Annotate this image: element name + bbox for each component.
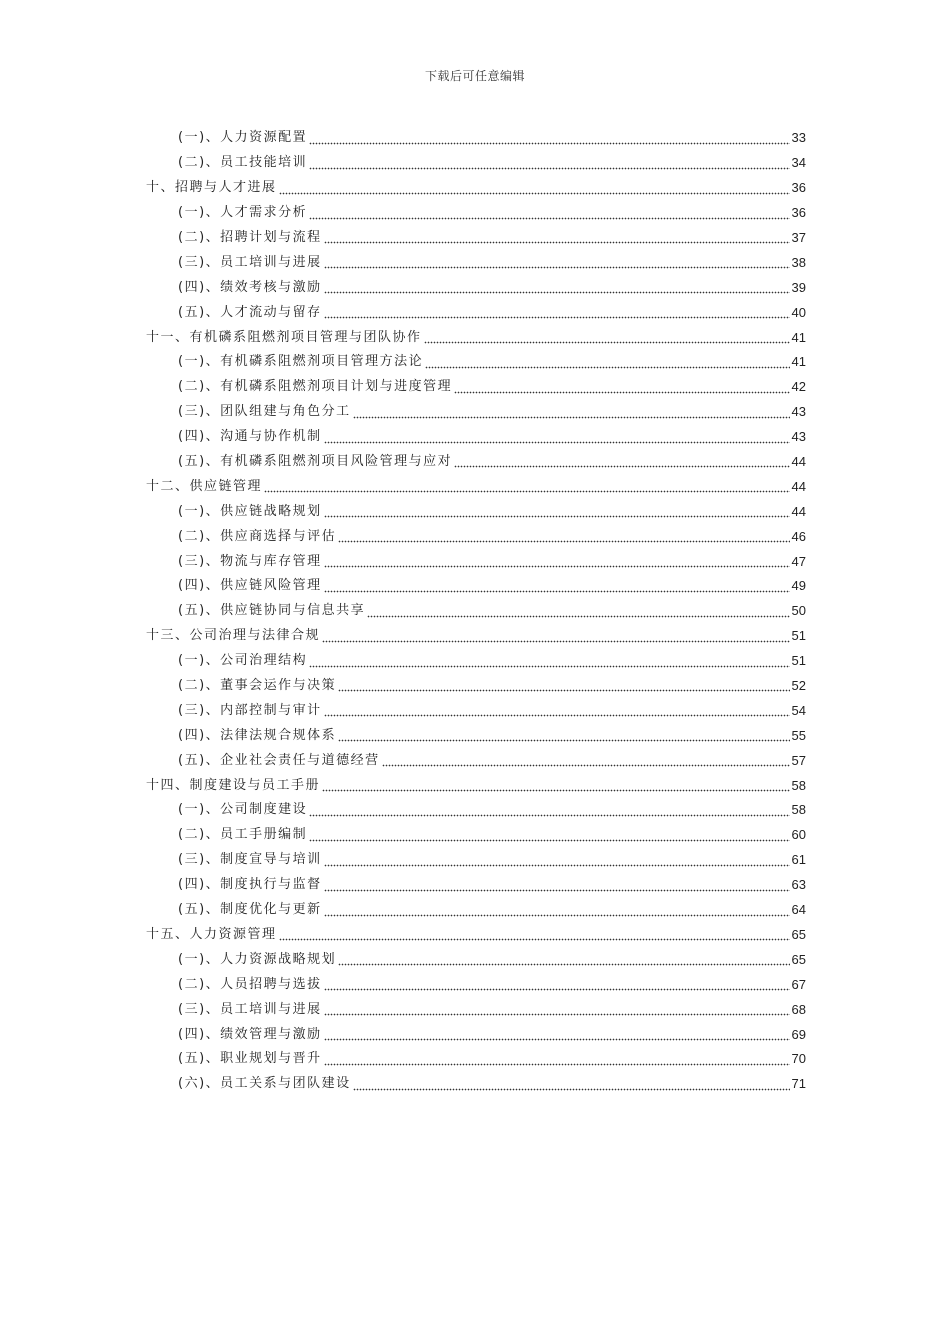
- toc-entry-label: (六)、员工关系与团队建设: [178, 1076, 351, 1092]
- toc-entry-label: 十二、供应链管理: [146, 478, 263, 494]
- toc-entry-label: (三)、员工培训与进展: [178, 254, 322, 270]
- toc-page-number: 64: [791, 902, 806, 918]
- toc-dot-leader: [324, 1063, 790, 1066]
- toc-dot-leader: [324, 988, 790, 991]
- toc-dot-leader: [454, 391, 789, 394]
- toc-section-entry[interactable]: [146, 450, 806, 475]
- toc-section-entry[interactable]: [146, 997, 806, 1022]
- toc-entry-label: (一)、公司制度建设: [178, 802, 308, 818]
- toc-dot-leader: [324, 1038, 790, 1041]
- toc-section-entry[interactable]: [146, 972, 806, 997]
- toc-dot-leader: [324, 914, 790, 917]
- toc-dot-leader: [279, 938, 790, 941]
- toc-page-number: 44: [791, 454, 806, 470]
- toc-entry-label: 十、招聘与人才进展: [146, 180, 277, 196]
- toc-entry-label: (五)、人才流动与留存: [178, 304, 322, 320]
- toc-entry-label: 十四、制度建设与员工手册: [146, 777, 321, 793]
- toc-page-number: 36: [791, 205, 806, 221]
- page-header-note: 下载后可任意编辑: [424, 69, 525, 83]
- toc-section-entry[interactable]: [146, 524, 806, 549]
- toc-page-number: 44: [791, 503, 806, 519]
- toc-page-number: 55: [791, 727, 806, 743]
- toc-page-number: 37: [791, 230, 806, 245]
- toc-chapter-entry[interactable]: [146, 773, 806, 798]
- toc-dot-leader: [324, 565, 790, 568]
- toc-entry-label: (四)、制度执行与监督: [178, 877, 322, 893]
- toc-page-number: 41: [791, 329, 806, 345]
- toc-chapter-entry[interactable]: [146, 176, 806, 201]
- toc-dot-leader: [382, 764, 790, 767]
- toc-dot-leader: [324, 291, 790, 294]
- toc-entry-label: (二)、员工手册编制: [178, 827, 308, 843]
- toc-entry-label: (五)、有机磷系阻燃剂项目风险管理与应对: [178, 454, 453, 470]
- toc-section-entry[interactable]: [146, 549, 806, 574]
- toc-page-number: 43: [791, 404, 806, 420]
- table-of-contents: [146, 126, 806, 1097]
- toc-entry-label: (三)、员工培训与进展: [178, 1001, 322, 1017]
- toc-dot-leader: [324, 241, 790, 244]
- toc-section-entry[interactable]: [146, 947, 806, 972]
- toc-page-number: 47: [791, 553, 806, 569]
- toc-dot-leader: [367, 615, 789, 618]
- toc-dot-leader: [324, 515, 790, 518]
- toc-entry-label: (一)、供应链战略规划: [178, 503, 322, 519]
- toc-section-entry[interactable]: [146, 674, 806, 699]
- toc-section-entry[interactable]: [146, 226, 806, 251]
- toc-page-number: 65: [791, 926, 806, 942]
- toc-entry-label: 十一、有机磷系阻燃剂项目管理与团队协作: [146, 329, 422, 345]
- toc-entry-label: (二)、招聘计划与流程: [178, 230, 322, 245]
- toc-page-number: 54: [791, 702, 806, 718]
- toc-page-number: 33: [791, 130, 806, 146]
- toc-section-entry[interactable]: [146, 1072, 806, 1097]
- toc-section-entry[interactable]: [146, 1022, 806, 1047]
- toc-section-entry[interactable]: [146, 300, 806, 325]
- toc-section-entry[interactable]: [146, 151, 806, 176]
- toc-page-number: 39: [791, 279, 806, 295]
- toc-section-entry[interactable]: [146, 823, 806, 848]
- toc-section-entry[interactable]: [146, 275, 806, 300]
- toc-page-number: 34: [791, 155, 806, 171]
- toc-chapter-entry[interactable]: [146, 325, 806, 350]
- toc-page-number: 63: [791, 877, 806, 893]
- toc-dot-leader: [324, 889, 790, 892]
- toc-section-entry[interactable]: [146, 499, 806, 524]
- toc-dot-leader: [309, 142, 789, 145]
- toc-section-entry[interactable]: [146, 748, 806, 773]
- toc-page-number: 58: [791, 802, 806, 818]
- toc-section-entry[interactable]: [146, 201, 806, 226]
- toc-entry-label: (四)、绩效考核与激励: [178, 279, 322, 295]
- toc-dot-leader: [324, 316, 790, 319]
- toc-entry-label: (二)、供应商选择与评估: [178, 528, 337, 544]
- toc-section-entry[interactable]: [146, 1047, 806, 1072]
- toc-page-number: 49: [791, 578, 806, 594]
- toc-dot-leader: [338, 689, 789, 692]
- toc-entry-label: (一)、人力资源配置: [178, 130, 308, 146]
- toc-section-entry[interactable]: [146, 126, 806, 151]
- toc-page-number: 65: [791, 951, 806, 967]
- toc-entry-label: (四)、供应链风险管理: [178, 578, 322, 594]
- toc-dot-leader: [424, 341, 790, 344]
- toc-section-entry[interactable]: [146, 873, 806, 898]
- toc-entry-label: (三)、物流与库存管理: [178, 553, 322, 569]
- toc-section-entry[interactable]: [146, 898, 806, 923]
- toc-dot-leader: [425, 366, 789, 369]
- toc-page-number: 67: [791, 976, 806, 992]
- toc-section-entry[interactable]: [146, 400, 806, 425]
- toc-section-entry[interactable]: [146, 250, 806, 275]
- toc-page-number: 43: [791, 429, 806, 445]
- toc-entry-label: (一)、人才需求分析: [178, 205, 308, 221]
- toc-dot-leader: [309, 167, 789, 170]
- toc-entry-label: (二)、有机磷系阻燃剂项目计划与进度管理: [178, 379, 453, 395]
- toc-entry-label: (四)、绩效管理与激励: [178, 1026, 322, 1042]
- toc-entry-label: (一)、公司治理结构: [178, 653, 308, 669]
- toc-dot-leader: [309, 665, 789, 668]
- toc-entry-label: (五)、供应链协同与信息共享: [178, 603, 366, 619]
- toc-section-entry[interactable]: [146, 698, 806, 723]
- toc-chapter-entry[interactable]: [146, 923, 806, 948]
- toc-section-entry[interactable]: [146, 599, 806, 624]
- toc-entry-label: (一)、有机磷系阻燃剂项目管理方法论: [178, 354, 424, 370]
- toc-dot-leader: [324, 266, 790, 269]
- toc-page-number: 50: [791, 603, 806, 619]
- toc-entry-label: (五)、职业规划与晋升: [178, 1051, 322, 1067]
- toc-dot-leader: [324, 590, 790, 593]
- toc-dot-leader: [353, 416, 790, 419]
- toc-entry-label: (三)、制度宣导与培训: [178, 852, 322, 868]
- toc-section-entry[interactable]: [146, 649, 806, 674]
- toc-entry-label: (二)、员工技能培训: [178, 155, 308, 171]
- toc-page-number: 52: [791, 678, 806, 694]
- toc-dot-leader: [338, 963, 789, 966]
- toc-page-number: 70: [791, 1051, 806, 1067]
- toc-dot-leader: [309, 839, 789, 842]
- toc-dot-leader: [279, 192, 790, 195]
- toc-section-entry[interactable]: [146, 375, 806, 400]
- toc-entry-label: (四)、沟通与协作机制: [178, 429, 322, 445]
- toc-section-entry[interactable]: [146, 723, 806, 748]
- toc-entry-label: (四)、法律法规合规体系: [178, 727, 337, 743]
- toc-dot-leader: [309, 814, 789, 817]
- toc-page-number: 40: [791, 304, 806, 320]
- toc-dot-leader: [309, 217, 789, 220]
- toc-section-entry[interactable]: [146, 574, 806, 599]
- toc-page-number: 61: [791, 852, 806, 868]
- toc-dot-leader: [264, 490, 790, 493]
- toc-dot-leader: [338, 739, 789, 742]
- toc-page-number: 44: [791, 478, 806, 494]
- toc-page-number: 41: [791, 354, 806, 370]
- toc-dot-leader: [322, 640, 790, 643]
- toc-page-number: 60: [791, 827, 806, 843]
- toc-entry-label: (五)、企业社会责任与道德经营: [178, 752, 380, 768]
- toc-dot-leader: [324, 714, 790, 717]
- toc-page-number: 71: [791, 1076, 806, 1092]
- toc-dot-leader: [324, 1013, 790, 1016]
- toc-entry-label: (五)、制度优化与更新: [178, 902, 322, 918]
- toc-entry-label: (二)、董事会运作与决策: [178, 678, 337, 694]
- toc-entry-label: (一)、人力资源战略规划: [178, 951, 337, 967]
- toc-page-number: 69: [791, 1026, 806, 1042]
- toc-dot-leader: [322, 789, 790, 792]
- toc-entry-label: (二)、人员招聘与选拔: [178, 976, 322, 992]
- toc-dot-leader: [338, 540, 789, 543]
- toc-section-entry[interactable]: [146, 848, 806, 873]
- toc-page-number: 58: [791, 777, 806, 793]
- toc-entry-label: (三)、团队组建与角色分工: [178, 404, 351, 420]
- toc-page-number: 36: [791, 180, 806, 196]
- toc-page-number: 38: [791, 254, 806, 270]
- toc-chapter-entry[interactable]: [146, 474, 806, 499]
- toc-page-number: 51: [791, 653, 806, 669]
- toc-page-number: 57: [791, 752, 806, 768]
- toc-entry-label: 十三、公司治理与法律合规: [146, 628, 321, 644]
- toc-dot-leader: [324, 864, 790, 867]
- toc-page-number: 46: [791, 528, 806, 544]
- toc-entry-label: 十五、人力资源管理: [146, 926, 277, 942]
- toc-section-entry[interactable]: [146, 350, 806, 375]
- toc-entry-label: (三)、内部控制与审计: [178, 702, 322, 718]
- toc-page-number: 68: [791, 1001, 806, 1017]
- toc-dot-leader: [324, 441, 790, 444]
- toc-chapter-entry[interactable]: [146, 624, 806, 649]
- toc-page-number: 42: [791, 379, 806, 395]
- toc-dot-leader: [454, 465, 789, 468]
- toc-section-entry[interactable]: [146, 798, 806, 823]
- toc-section-entry[interactable]: [146, 425, 806, 450]
- toc-page-number: 51: [791, 628, 806, 644]
- toc-dot-leader: [353, 1088, 790, 1091]
